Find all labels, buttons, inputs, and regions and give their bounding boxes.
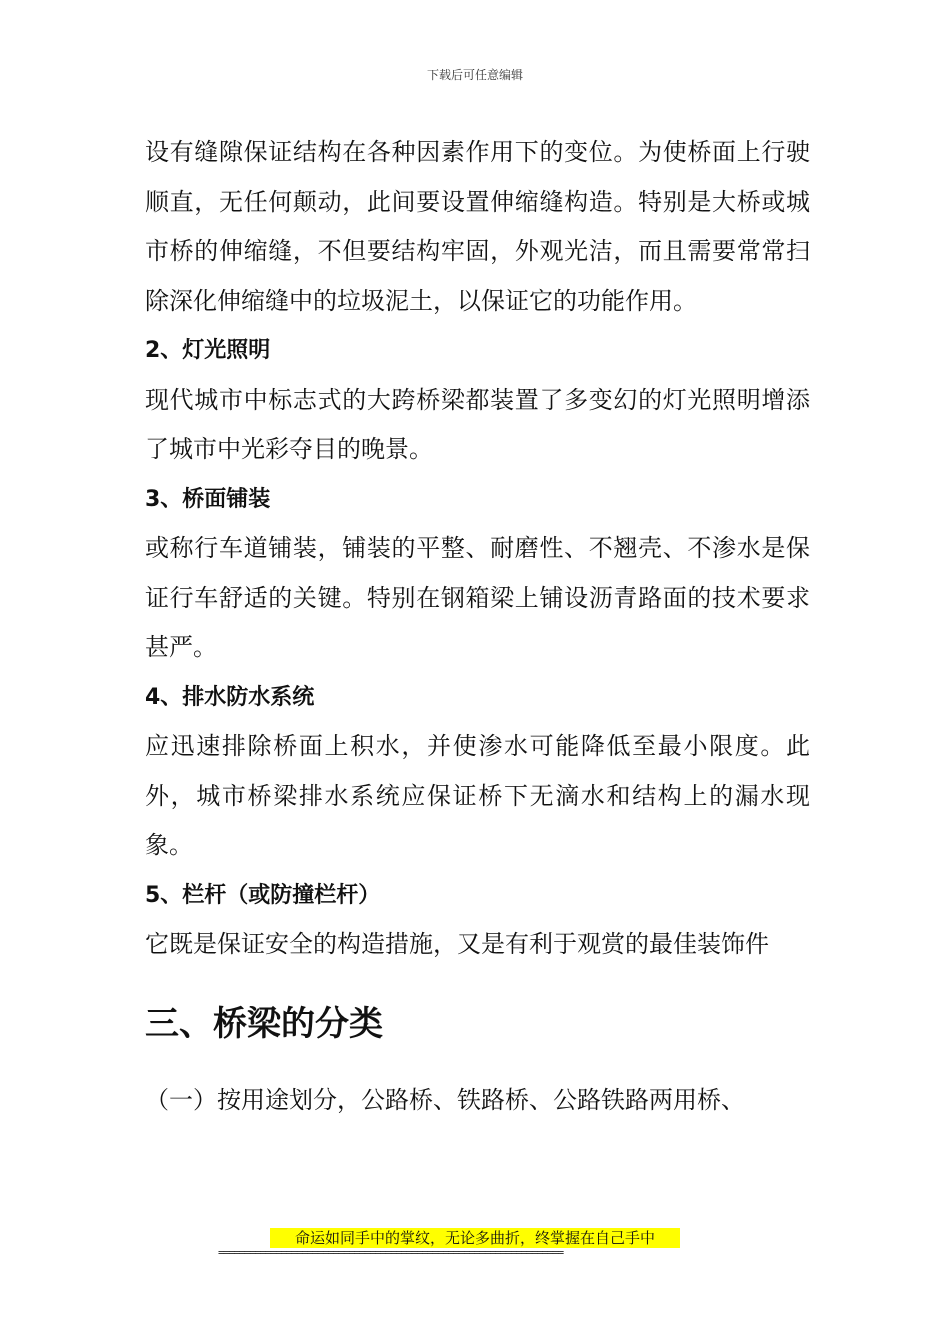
page-header: 下载后可任意编辑 [426,68,523,82]
section-heading-drainage: 4、排水防水系统 [145,684,315,710]
section-heading-deck-paving: 3、桥面铺装 [145,486,271,512]
section-text-railing: 它既是保证安全的构造措施，又是有利于观赏的最佳装饰件 [145,930,769,958]
section-text-drainage: 应迅速排除桥面上积水，并使渗水可能降低至最小限度。此外，城市桥梁排水系统应保证桥下无滴水和结构上的漏水现象。 [145,732,810,859]
intro-paragraph: 设有缝隙保证结构在各种因素作用下的变位。为使桥面上行驶顺直，无任何颠动，此间要设置伸缩缝构造。特别是大桥或城市桥的伸缩缝，不但要结构牢固，外观光洁，而且需要常常扫除深化伸缩缝中的垃圾泥土，以保证它的功能作用。 [145,138,810,315]
document-body [145,128,810,1125]
footer-motto: 命运如同手中的掌纹，无论多曲折，终掌握在自己手中 [270,1228,680,1248]
section-heading-railing: 5、栏杆（或防撞栏杆） [145,882,381,908]
chapter-heading: 三、桥梁的分类 [145,1003,383,1044]
section-text-deck-paving: 或称行车道铺装，铺装的平整、耐磨性、不翘壳、不渗水是保证行车舒适的关键。特别在钢箱梁上铺设沥青路面的技术要求甚严。 [145,534,810,661]
footer-divider: ================================================================== [218,1246,563,1259]
classification-line: （一）按用途划分，公路桥、铁路桥、公路铁路两用桥、 [145,1085,745,1114]
section-heading-lighting: 2、灯光照明 [145,338,271,363]
section-text-lighting: 现代城市中标志式的大跨桥梁都装置了多变幻的灯光照明增添了城市中光彩夺目的晚景。 [145,385,810,463]
